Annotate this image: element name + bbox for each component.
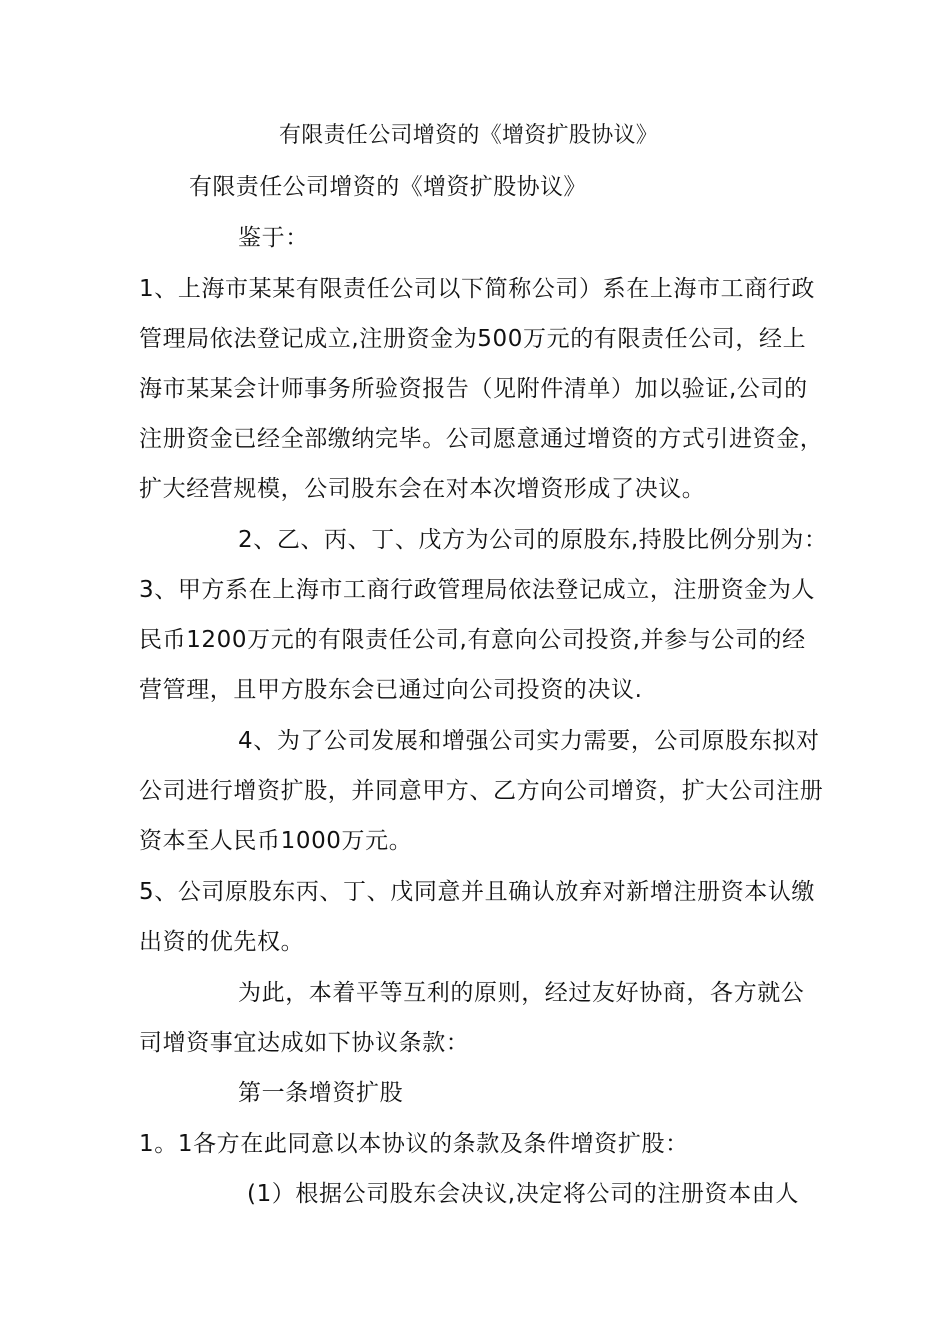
paragraph-6-line-1: 为此，本着平等互利的原则，经过友好协商，各方就公 — [238, 980, 805, 1006]
paragraph-1-line-1: 1、上海市某某有限责任公司以下简称公司）系在上海市工商行政 — [139, 276, 816, 302]
document-subtitle: 有限责任公司增资的《增资扩股协议》 — [189, 174, 587, 200]
paragraph-5-line-2: 出资的优先权。 — [139, 929, 305, 955]
paragraph-4-line-1: 4、为了公司发展和增强公司实力需要，公司原股东拟对 — [238, 728, 820, 754]
paragraph-2-line-1: 2、乙、丙、丁、戊方为公司的原股东,持股比例分别为： — [238, 527, 828, 553]
document-title: 有限责任公司增资的《增资扩股协议》 — [279, 123, 659, 148]
whereas-label: 鉴于： — [238, 225, 309, 251]
paragraph-3-line-3: 营管理，且甲方股东会已通过向公司投资的决议. — [139, 677, 643, 703]
paragraph-5-line-1: 5、公司原股东丙、丁、戊同意并且确认放弃对新增注册资本认缴 — [139, 879, 816, 905]
paragraph-3-line-2: 民币1200万元的有限责任公司,有意向公司投资,并参与公司的经 — [139, 627, 806, 653]
article-1-heading: 第一条增资扩股 — [238, 1080, 404, 1106]
clause-1-1-item-1: (1）根据公司股东会决议,决定将公司的注册资本由人 — [247, 1181, 799, 1207]
paragraph-1-line-3: 海市某某会计师事务所验资报告（见附件清单）加以验证,公司的 — [139, 376, 808, 402]
paragraph-4-line-2: 公司进行增资扩股，并同意甲方、乙方向公司增资，扩大公司注册 — [139, 778, 824, 804]
paragraph-6-line-2: 司增资事宜达成如下协议条款： — [139, 1030, 470, 1056]
clause-1-1: 1。1各方在此同意以本协议的条款及条件增资扩股： — [139, 1131, 689, 1157]
paragraph-1-line-2: 管理局依法登记成立,注册资金为500万元的有限责任公司，经上 — [139, 326, 807, 352]
paragraph-1-line-5: 扩大经营规模，公司股东会在对本次增资形成了决议。 — [139, 476, 706, 502]
paragraph-1-line-4: 注册资金已经全部缴纳完毕。公司愿意通过增资的方式引进资金， — [139, 426, 824, 452]
paragraph-3-line-1: 3、甲方系在上海市工商行政管理局依法登记成立，注册资金为人 — [139, 577, 816, 603]
paragraph-4-line-3: 资本至人民币1000万元。 — [139, 828, 413, 854]
